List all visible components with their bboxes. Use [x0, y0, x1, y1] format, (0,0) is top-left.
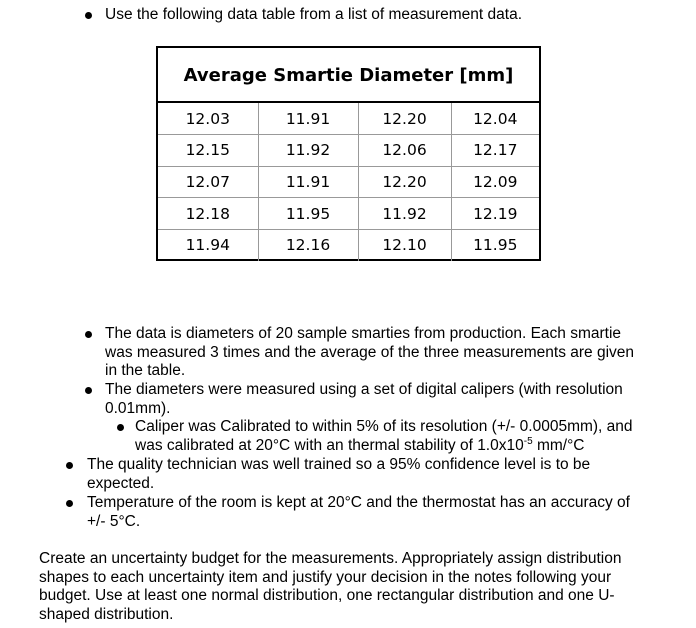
table-cell: 11.91 [258, 166, 358, 198]
bullet-1-line-3: in the table. [105, 362, 186, 379]
table-cell: 12.06 [358, 135, 451, 167]
table-cell: 12.09 [451, 166, 539, 198]
closing-line-2: shapes to each uncertainty item and justify your decision in the notes following your [39, 569, 612, 586]
table-cell: 11.92 [358, 198, 451, 230]
sub-bullet-line-2-pre: was calibrated at 20°C with an thermal stability of 1.0x10 [135, 437, 524, 454]
table-cell: 11.95 [258, 198, 358, 230]
table-cell: 11.94 [158, 229, 258, 261]
table-cell: 12.20 [358, 166, 451, 198]
sub-bullet-line-1: Caliper was Calibrated to within 5% of its resolution (+/- 0.0005mm), and [135, 418, 633, 435]
intro-bullet-text: Use the following data table from a list of measurement data. [105, 6, 522, 23]
bullet-3-line-1: The quality technician was well trained so a 95% confidence level is to be [87, 456, 591, 473]
table-cell: 12.15 [158, 135, 258, 167]
table-cell: 11.91 [258, 103, 358, 135]
bullet-1-line-2: was measured 3 times and the average of the three measurements are given [105, 344, 635, 361]
table-cell: 11.92 [258, 135, 358, 167]
table-cell: 12.07 [158, 166, 258, 198]
table-title: Average Smartie Diameter [mm] [158, 48, 539, 103]
bullet-dot [66, 462, 73, 469]
table-row [158, 166, 539, 198]
table-cell: 11.95 [473, 236, 518, 255]
measurement-table [156, 46, 541, 261]
bullet-2-line-2: 0.01mm). [105, 400, 171, 417]
table-row [158, 135, 539, 167]
closing-line-3: budget. Use at least one normal distribution, one rectangular distribution and one U- [39, 587, 615, 604]
table-cell: 12.17 [451, 135, 539, 167]
sub-bullet-dot [117, 424, 124, 431]
bullet-dot [85, 12, 92, 19]
table-cell: 12.16 [258, 229, 358, 261]
exponent: -5 [523, 435, 533, 447]
table-row [158, 103, 539, 135]
table-body [158, 103, 539, 261]
table-cell: 12.04 [451, 103, 539, 135]
table-cell: 12.18 [158, 198, 258, 230]
closing-line-4: shaped distribution. [39, 606, 174, 623]
table-cell: 12.20 [358, 103, 451, 135]
bullet-4-line-1: Temperature of the room is kept at 20°C and the thermostat has an accuracy of [87, 494, 630, 511]
bullet-dot [85, 387, 92, 394]
bullet-1-line-1: The data is diameters of 20 sample smarties from production. Each smartie [105, 325, 622, 342]
bullet-dot [66, 500, 73, 507]
bullet-3-line-2: expected. [87, 475, 155, 492]
table-row [158, 229, 539, 261]
sub-bullet-line-2-post: mm/°C [532, 437, 585, 454]
bullet-2-line-1: The diameters were measured using a set of digital calipers (with resolution [105, 381, 623, 398]
table-cell: 12.19 [451, 198, 539, 230]
sub-bullet-line-2 [135, 437, 584, 456]
closing-line-1: Create an uncertainty budget for the measurements. Appropriately assign distribution [39, 550, 622, 567]
bullet-dot [85, 331, 92, 338]
table-row [158, 198, 539, 230]
table-cell: 12.03 [158, 103, 258, 135]
bullet-4-line-2: +/- 5°C. [87, 513, 141, 530]
table-cell: 12.10 [358, 229, 451, 261]
